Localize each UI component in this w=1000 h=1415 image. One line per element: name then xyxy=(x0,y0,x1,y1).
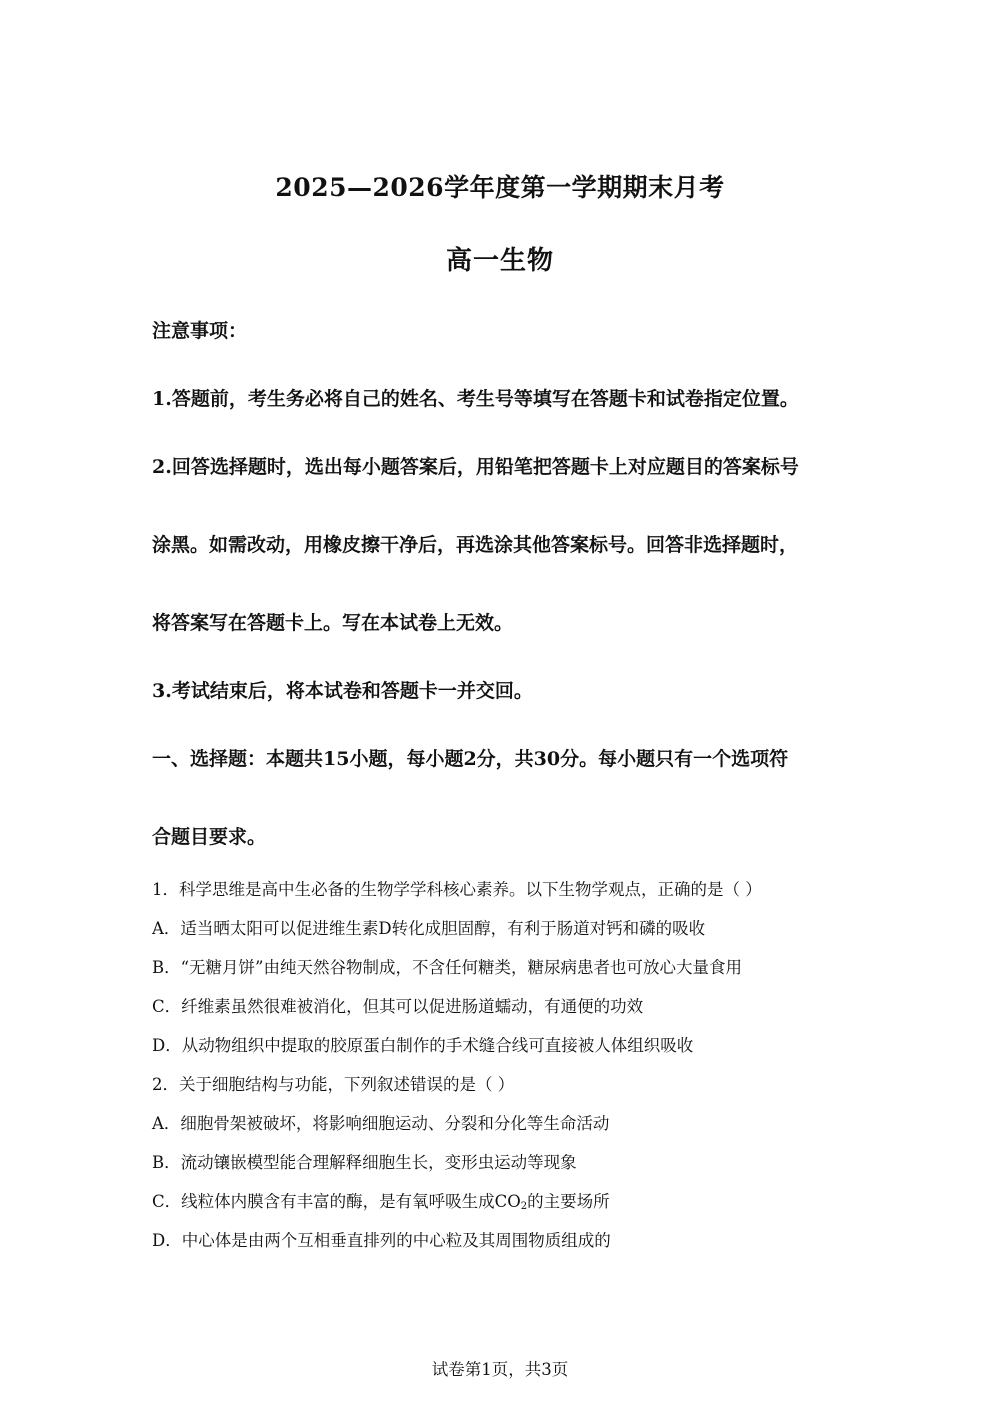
question-1-option-b: B．“无糖月饼”由纯天然谷物制成，不含任何糖类，糖尿病患者也可放心大量食用 xyxy=(152,958,742,977)
notice-item-3: 3.考试结束后，将本试卷和答题卡一并交回。 xyxy=(152,680,533,702)
question-1-option-d: D．从动物组织中提取的胶原蛋白制作的手术缝合线可直接被人体组织吸收 xyxy=(152,1036,694,1055)
question-2-option-d: D．中心体是由两个互相垂直排列的中心粒及其周围物质组成的 xyxy=(152,1231,611,1250)
section-heading-line-2: 合题目要求。 xyxy=(152,826,267,848)
question-1-option-c: C．纤维素虽然很难被消化，但其可以促进肠道蠕动，有通便的功效 xyxy=(152,997,644,1016)
notice-item-2-line-3: 将答案写在答题卡上。写在本试卷上无效。 xyxy=(152,612,514,634)
question-2-option-c-tail: 的主要场所 xyxy=(527,1192,610,1211)
question-1-stem: 1．科学思维是高中生必备的生物学学科核心素养。以下生物学观点，正确的是（ ） xyxy=(152,880,762,899)
question-2-option-c xyxy=(152,1188,610,1212)
question-2-option-a: A．细胞骨架被破坏，将影响细胞运动、分裂和分化等生命活动 xyxy=(152,1114,610,1133)
question-2-option-c-text: C．线粒体内膜含有丰富的酶，是有氧呼吸生成CO xyxy=(152,1192,521,1211)
question-2-option-b: B．流动镶嵌模型能合理解释细胞生长，变形虫运动等现象 xyxy=(152,1153,577,1172)
question-1-option-a: A．适当晒太阳可以促进维生素D转化成胆固醇，有利于肠道对钙和磷的吸收 xyxy=(152,919,706,938)
exam-title: 2025—2026学年度第一学期期末月考 xyxy=(275,173,725,202)
notice-item-2-line-1: 2.回答选择题时，选出每小题答案后，用铅笔把答题卡上对应题目的答案标号 xyxy=(152,456,799,478)
notice-item-1: 1.答题前，考生务必将自己的姓名、考生号等填写在答题卡和试卷指定位置。 xyxy=(152,388,799,410)
section-heading-line-1: 一、选择题：本题共15小题，每小题2分，共30分。每小题只有一个选项符 xyxy=(152,748,789,770)
notice-item-2-line-2: 涂黑。如需改动，用橡皮擦干净后，再选涂其他答案标号。回答非选择题时， xyxy=(152,534,799,556)
page-footer: 试卷第1页，共3页 xyxy=(431,1360,569,1379)
co2-subscript: 2 xyxy=(520,1201,528,1212)
question-2-stem: 2．关于细胞结构与功能，下列叙述错误的是（ ） xyxy=(152,1075,515,1094)
exam-subtitle: 高一生物 xyxy=(445,246,554,276)
notice-heading: 注意事项： xyxy=(152,320,248,342)
